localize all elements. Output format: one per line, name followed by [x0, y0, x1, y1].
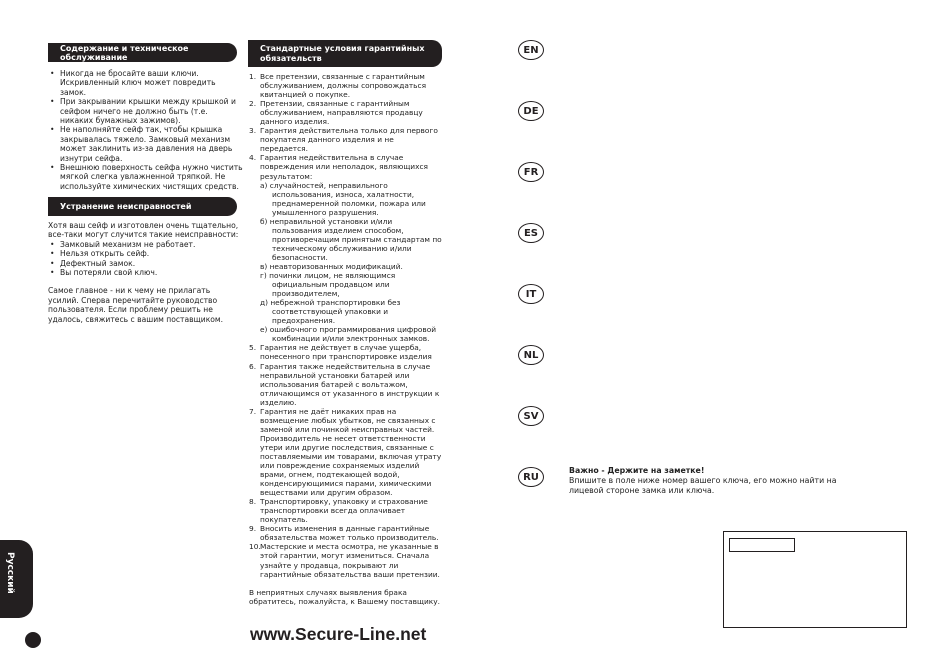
- warranty-item: [249, 343, 444, 361]
- sub-item: в) неавторизованных модификаций.: [260, 261, 403, 271]
- sub-item: д) небрежной транспортировки без соответствующей упаковки и предохранения.: [260, 298, 401, 326]
- list-item: • Никогда не бросайте ваши ключи. Искривленный ключ может повредить замок.: [48, 69, 243, 97]
- list-item: • Вы потеряли свой ключ.: [48, 268, 243, 277]
- warranty-item: [249, 99, 444, 126]
- list-item: • Внешнюю поверхность сейфа нужно чистить мягкой слегка увлажненной тряпкой. Не используйте химических чистящих средств.: [48, 163, 243, 191]
- lang-badge-en: EN: [518, 40, 544, 60]
- item-text: Вносить изменения в данные гарантийные обязательства может только производитель.: [260, 524, 439, 543]
- item-number: 2.: [249, 99, 257, 109]
- item-number: 4.: [249, 153, 257, 163]
- troubleshooting-heading-text: Устранение неисправностей: [60, 202, 192, 211]
- troubleshooting-heading: [48, 197, 237, 216]
- list-item: • При закрывании крышки между крышкой и сейфом ничего не должно быть (т.е. никаких бумажных зажимов).: [48, 97, 243, 125]
- warranty-item: [249, 153, 444, 343]
- item-text: Гарантия также недействительна в случае неправильной установки батарей или использования батарей с вольтажом, отличающимся от указанного в инструкции к изделию.: [260, 361, 440, 407]
- lang-badge-ru: RU: [518, 467, 544, 487]
- sub-item: е) ошибочного программирования цифровой комбинации и/или электронных замков.: [260, 325, 437, 344]
- website-url: www.Secure-Line.net: [250, 624, 427, 644]
- item-text: Мастерские и места осмотра, не указанные в этой гарантии, могут измениться. Сначала узнайте у продавца, покрывают ли гарантийные обязательства ваши претензии.: [260, 542, 440, 579]
- language-side-tab: [0, 540, 33, 618]
- warranty-item: [249, 497, 444, 524]
- item-text: Гарантия недействительна в случае повреждения или неполадок, являющихся результатом:: [260, 153, 428, 181]
- troubleshooting-body: [48, 221, 243, 324]
- ru-note: [569, 466, 859, 496]
- list-item: • Не наполняйте сейф так, чтобы крышка закрывалась тяжело. Замковый механизм может заклинить из-за давления на дверь изнутри сейфа.: [48, 125, 243, 163]
- warranty-list: [249, 72, 444, 606]
- item-number: 3.: [249, 126, 257, 136]
- lang-badge-sv: SV: [518, 406, 544, 426]
- lang-badge-de: DE: [518, 101, 544, 121]
- item-number: 5.: [249, 343, 257, 353]
- item-text: Гарантия не даёт никаких прав на возмещение любых убытков, не связанных с заменой или починкой неисправных частей. Производитель не несет ответственности утери или другие последствия, связанные с поставляемыми им товарами, включая утрату или повреждение сохраняемых изделий врами, огнем, подтекающей водой, конденсирующимися парами, химическими веществами или другим образом.: [260, 406, 442, 498]
- ru-note-text: Впишите в поле ниже номер вашего ключа, его можно найти на лицевой стороне замка или ключа.: [569, 476, 837, 495]
- warranty-heading-text: Стандартные условия гарантийных обязательств: [260, 43, 425, 63]
- maintenance-heading-text: Содержание и техническое обслуживание: [60, 43, 189, 62]
- item-text: Гарантия действительна только для первого покупателя данного изделия и не передается.: [260, 126, 438, 154]
- list-item: • Замковый механизм не работает.: [48, 240, 243, 249]
- item-text: Все претензии, связанные с гарантийным обслуживанием, должны сопровождаться квитанцией о покупке.: [260, 72, 427, 100]
- warranty-item: [249, 524, 444, 542]
- page-marker-dot: [25, 632, 41, 648]
- warranty-footer: В неприятных случаях выявления брака обратитесь, пожалуйста, к Вашему поставщику.: [249, 587, 440, 606]
- warranty-item: [249, 407, 444, 497]
- item-text: Претензии, связанные с гарантийным обслуживанием, направляются продавцу данного изделия.: [260, 99, 423, 127]
- sub-item: г) починки лицом, не являющимся официальным продавцом или производителем,: [260, 271, 396, 299]
- warranty-item: [249, 362, 444, 407]
- sub-item: б) неправильной установки и/или пользования изделием способом, противоречащим принятым стандартам по техническому обслуживанию и/или безопасности.: [260, 216, 442, 262]
- item-number: 7.: [249, 406, 257, 416]
- list-item: • Нельзя открыть сейф.: [48, 249, 243, 258]
- item-number: 8.: [249, 497, 257, 507]
- item-number: 9.: [249, 524, 257, 534]
- maintenance-list: [48, 69, 243, 191]
- ru-note-title: Важно - Держите на заметке!: [569, 466, 705, 475]
- lang-badge-fr: FR: [518, 162, 544, 182]
- list-item: • Дефектный замок.: [48, 259, 243, 268]
- lang-badge-es: ES: [518, 223, 544, 243]
- sub-item: а) случайностей, неправильного использования, износа, халатности, преднамеренной поломки, пожара или умышленного разрушения.: [260, 180, 426, 217]
- warranty-item: [249, 72, 444, 99]
- item-number: 1.: [249, 72, 257, 81]
- item-number: 10.: [249, 542, 261, 552]
- maintenance-heading: [48, 43, 237, 62]
- warranty-heading: [248, 40, 442, 67]
- item-text: Гарантия не действует в случае ущерба, понесенного при транспортировке изделия: [260, 343, 432, 362]
- item-text: Транспортировку, упаковку и страхование транспортировки всегда оплачивает покупатель.: [260, 497, 428, 525]
- troubleshooting-advice: Самое главное - ни к чему не прилагать усилий. Сперва перечитайте руководство пользователя. Если проблему решить не удалось, свяжитесь с вашим поставщиком.: [48, 286, 224, 324]
- lang-badge-it: IT: [518, 284, 544, 304]
- lang-badge-nl: NL: [518, 345, 544, 365]
- item-number: 6.: [249, 361, 257, 371]
- key-number-field[interactable]: [729, 538, 795, 552]
- warranty-item: [249, 126, 444, 153]
- warranty-item: [249, 542, 444, 578]
- troubleshooting-intro: Хотя ваш сейф и изготовлен очень тщательно, все-таки могут случится такие неисправности:: [48, 221, 239, 240]
- side-tab-label: Русский: [5, 552, 15, 594]
